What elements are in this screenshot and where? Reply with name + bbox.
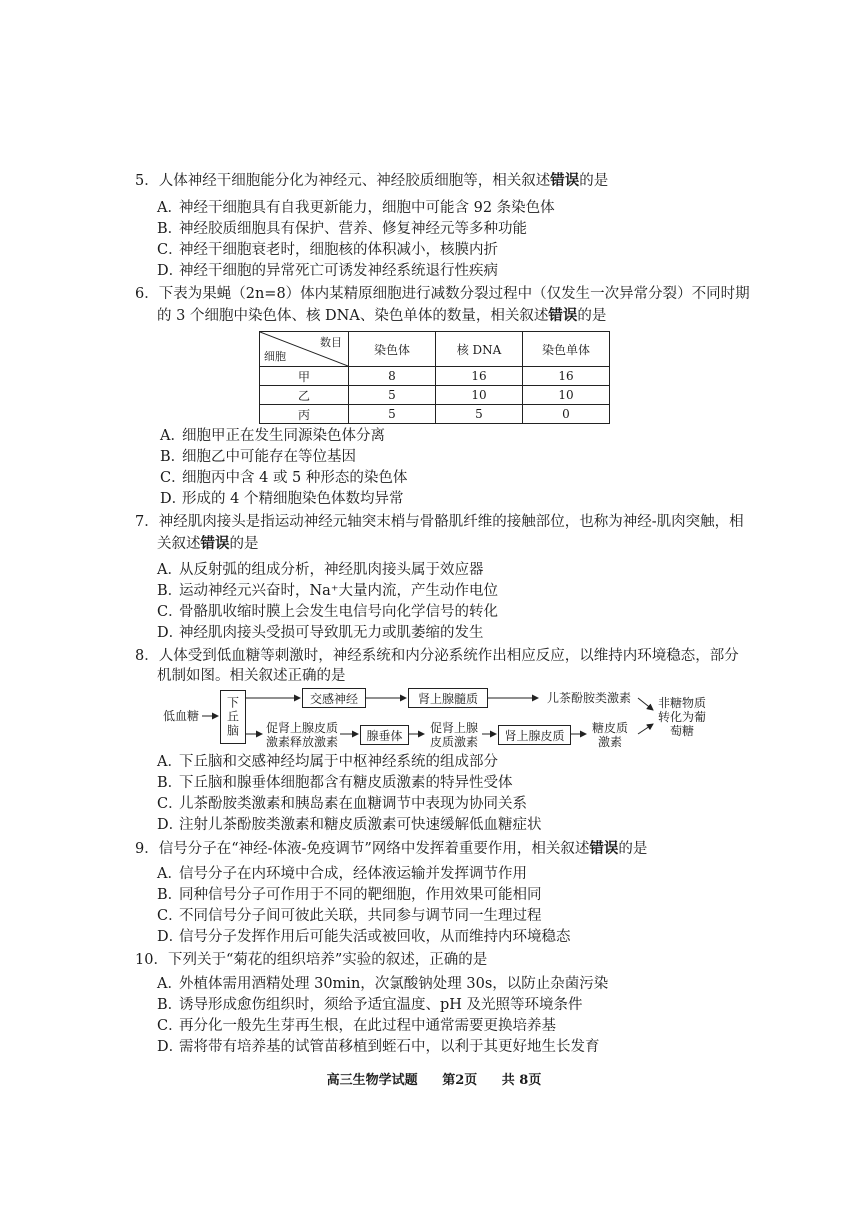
q8-option-a: A．下丘脑和交感神经均属于中枢神经系统的组成部分 [157,754,498,770]
table-header: 染色单体 [523,332,610,367]
adrenal-cortex-box: 肾上腺皮质 [498,725,571,745]
sympathetic-box: 交感神经 [302,688,366,708]
q5-option-d: D．神经干细胞的异常死亡可诱发神经系统退行性疾病 [157,263,498,279]
table-corner-cell [260,332,349,367]
table-cell: 10 [436,386,523,405]
table-row [260,386,610,405]
q8-stem-line1: 8．人体受到低血糖等刺激时，神经系统和内分泌系统作出相应反应，以维持内环境稳态，部分 [135,648,739,664]
table-cell: 10 [523,386,610,405]
q6-data-table [259,331,610,424]
table-cell: 丙 [260,405,349,424]
table-cell: 5 [436,405,523,424]
q10-option-c: C．再分化一般先生芽再生根，在此过程中通常需要更换培养基 [157,1018,556,1034]
q6-option-b: B．细胞乙中可能存在等位基因 [160,449,356,465]
q7-option-c: C．骨骼肌收缩时膜上会发生电信号向化学信号的转化 [157,604,498,620]
acth-label: 促肾上腺皮质激素 [429,721,478,749]
corner-bottom-label: 细胞 [264,350,286,363]
table-cell: 乙 [260,386,349,405]
q8-option-d: D．注射儿茶酚胺类激素和糖皮质激素可快速缓解低血糖症状 [157,817,542,833]
table-row [260,367,610,386]
q9-option-b: B．同种信号分子可作用于不同的靶细胞，作用效果可能相同 [157,887,542,903]
q6-option-a: A．细胞甲正在发生同源染色体分离 [160,428,385,444]
table-cell: 16 [523,367,610,386]
q6-stem-line2: 的 3 个细胞中染色体、核 DNA、染色单体的数量，相关叙述错误的是 [157,307,607,324]
q7-option-d: D．神经肌肉接头受损可导致肌无力或肌萎缩的发生 [157,625,484,641]
adrenal-medulla-box: 肾上腺髓质 [408,688,488,708]
stimulus-label: 低血糖 [162,709,199,723]
q8-mechanism-diagram [160,684,720,754]
q10-option-b: B．诱导形成愈伤组织时，须给予适宜温度、pH 及光照等环境条件 [157,997,583,1013]
catecholamine-label: 儿茶酚胺类激素 [546,691,631,705]
q9-option-c: C．不同信号分子间可彼此关联，共同参与调节同一生理过程 [157,908,542,924]
q7-option-a: A．从反射弧的组成分析，神经肌肉接头属于效应器 [157,562,484,578]
pituitary-box: 腺垂体 [360,725,409,745]
q6-stem-line1: 6．下表为果蝇（2n=8）体内某精原细胞进行减数分裂过程中（仅发生一次异常分裂）不同时期 [135,286,750,302]
table-header: 核 DNA [436,332,523,367]
q5-stem: 5．人体神经干细胞能分化为神经元、神经胶质细胞等，相关叙述错误的是 [135,172,609,189]
hypothalamus-box: 下丘脑 [220,690,246,744]
q5-option-b: B．神经胶质细胞具有保护、营养、修复神经元等多种功能 [157,221,527,237]
crh-label: 促肾上腺皮质激素释放激素 [265,721,338,749]
footer-title: 高三生物学试题 [326,1073,418,1088]
q8-option-b: B．下丘脑和腺垂体细胞都含有糖皮质激素的特异性受体 [157,775,513,791]
corner-top-label: 数目 [320,336,342,349]
q9-option-d: D．信号分子发挥作用后可能失活或被回收，从而维持内环境稳态 [157,929,571,945]
table-cell: 0 [523,405,610,424]
q10-stem: 10．下列关于“菊花的组织培养”实验的叙述，正确的是 [135,952,488,968]
q9-option-a: A．信号分子在内环境中合成，经体液运输并发挥调节作用 [157,866,527,882]
table-cell: 8 [349,367,436,386]
footer-total-pages: 共 8页 [501,1073,542,1088]
q7-stem-line2: 关叙述错误的是 [157,535,259,552]
result-label: 非糖物质转化为葡萄糖 [657,696,706,738]
q9-stem: 9．信号分子在“神经-体液-免疫调节”网络中发挥着重要作用，相关叙述错误的是 [135,840,648,857]
q6-option-d: D．形成的 4 个精细胞染色体数均异常 [160,491,404,507]
page-footer [0,1069,868,1088]
q10-option-d: D．需将带有培养基的试管苗移植到蛭石中，以利于其更好地生长发育 [157,1039,600,1055]
q7-stem-line1: 7．神经肌肉接头是指运动神经元轴突末梢与骨骼肌纤维的接触部位，也称为神经-肌肉突触，相 [135,514,744,530]
q7-option-b: B．运动神经元兴奋时，Na⁺大量内流，产生动作电位 [157,583,498,599]
q5-option-a: A．神经干细胞具有自我更新能力，细胞中可能含 92 条染色体 [157,200,555,216]
q5-option-c: C．神经干细胞衰老时，细胞核的体积减小，核膜内折 [157,242,498,258]
table-cell: 甲 [260,367,349,386]
q10-option-a: A．外植体需用酒精处理 30min，次氯酸钠处理 30s，以防止杂菌污染 [157,976,609,992]
table-cell: 5 [349,386,436,405]
table-cell: 16 [436,367,523,386]
table-header: 染色体 [349,332,436,367]
table-row [260,405,610,424]
q8-option-c: C．儿茶酚胺类激素和胰岛素在血糖调节中表现为协同关系 [157,796,527,812]
table-cell: 5 [349,405,436,424]
footer-page-number: 第2页 [442,1073,478,1088]
glucocorticoid-label: 糖皮质激素 [591,721,628,749]
q8-stem-line2: 机制如图。相关叙述正确的是 [157,668,346,684]
q6-option-c: C．细胞丙中含 4 或 5 种形态的染色体 [160,470,408,486]
